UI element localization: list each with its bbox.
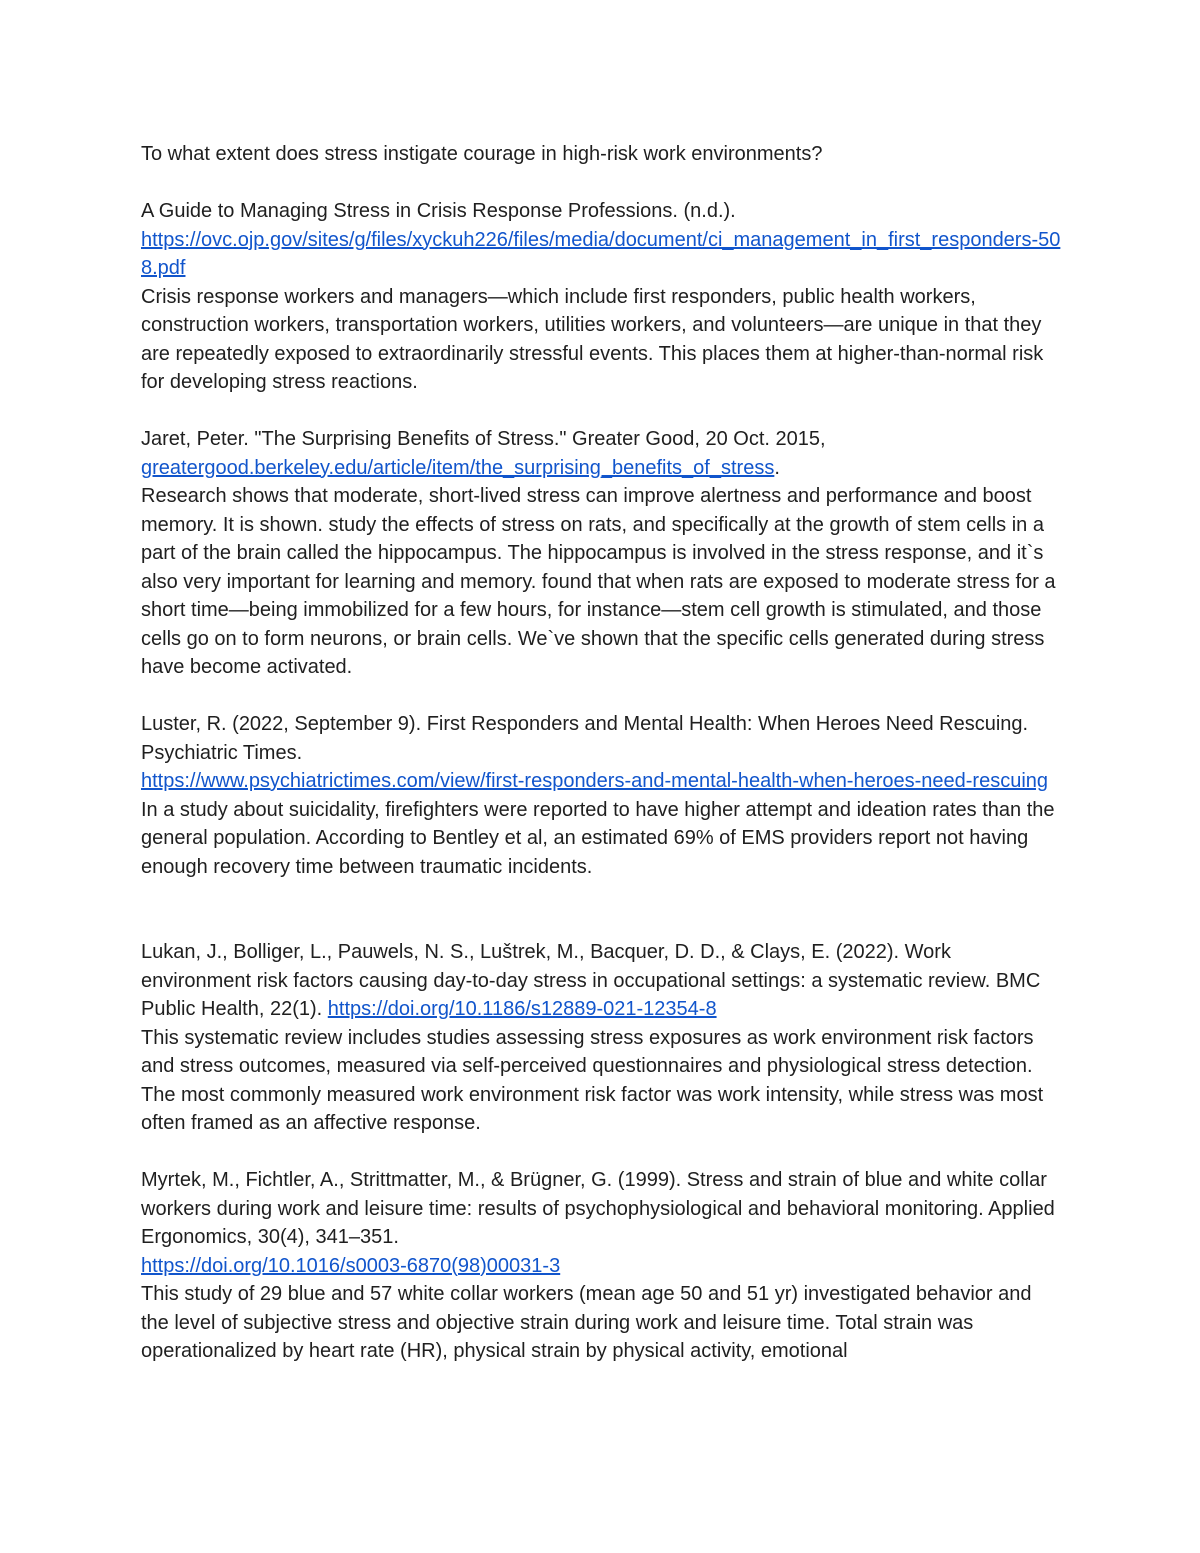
spacer — [141, 1138, 1061, 1167]
spacer — [141, 169, 1061, 198]
source-entry-4 — [141, 938, 1061, 1138]
citation-link-line — [141, 454, 1061, 483]
source-entry-1 — [141, 197, 1061, 397]
source-summary: Research shows that moderate, short-lived stress can improve alertness and performance and boost memory. It is shown. study the effects of stress on rats, and specifically at the growth of stem cells in a part of the brain called the hippocampus. The hippocampus is involved in the stress response, and it`s also very important for learning and memory. found that when rats are exposed to moderate stress for a short time—being immobilized for a few hours, for instance—stem cell growth is stimulated, and those cells go on to form neurons, or brain cells. We`ve shown that the specific cells generated during stress have become activated. — [141, 485, 1056, 678]
spacer — [141, 881, 1061, 938]
citation-text: Jaret, Peter. "The Surprising Benefits of Stress." Greater Good, 20 Oct. 2015, — [141, 428, 826, 450]
citation-text: Myrtek, M., Fichtler, A., Strittmatter, M., & Brügner, G. (1999). Stress and strain of blue and white collar workers during work and leisure time: results of psychophysiological and behavioral monitoring. Applied Ergonomics, 30(4), 341–351. — [141, 1169, 1055, 1248]
source-summary: This study of 29 blue and 57 white collar workers (mean age 50 and 51 yr) investigated behavior and the level of subjective stress and objective strain during work and leisure time. Total strain was operationalized by heart rate (HR), physical strain by physical activity, emotional — [141, 1283, 1032, 1362]
citation-text: A Guide to Managing Stress in Crisis Response Professions. (n.d.). — [141, 200, 736, 222]
source-link[interactable]: greatergood.berkeley.edu/article/item/the_surprising_benefits_of_stress — [141, 456, 775, 479]
citation-text: Lukan, J., Bolliger, L., Pauwels, N. S., Luštrek, M., Bacquer, D. D., & Clays, E. (2022). Work environment risk factors causing day-to-day stress in occupational settings: a systematic review. BMC Public Health, 22(1). — [141, 941, 1041, 1020]
document-page — [141, 140, 1061, 1366]
research-question: To what extent does stress instigate courage in high-risk work environments? — [141, 143, 823, 165]
source-link[interactable]: https://ovc.ojp.gov/sites/g/files/xyckuh226/files/media/document/ci_management_in_first_responders-508.pdf — [141, 228, 1061, 279]
citation-text: Luster, R. (2022, September 9). First Responders and Mental Health: When Heroes Need Rescuing. Psychiatric Times. — [141, 713, 1029, 764]
citation-line — [141, 938, 1061, 1024]
source-summary: In a study about suicidality, firefighters were reported to have higher attempt and ideation rates than the general population. According to Bentley et al, an estimated 69% of EMS providers report not having enough recovery time between traumatic incidents. — [141, 798, 1055, 878]
spacer — [141, 682, 1061, 711]
citation-link-line — [141, 1252, 1061, 1281]
source-entry-5 — [141, 1166, 1061, 1366]
link-suffix: . — [774, 456, 780, 479]
source-summary: This systematic review includes studies assessing stress exposures as work environment risk factors and stress outcomes, measured via self-perceived questionnaires and physiological stress detection. The most commonly measured work environment risk factor was work intensity, while stress was most often framed as an affective response. — [141, 1026, 1044, 1134]
citation-link-line — [141, 226, 1061, 283]
source-entry-2 — [141, 425, 1061, 682]
source-summary: Crisis response workers and managers—which include first responders, public health workers, construction workers, transportation workers, utilities workers, and volunteers—are unique in that they are repeatedly exposed to extraordinarily stressful events. This places them at higher-than-normal risk for developing stress reactions. — [141, 285, 1044, 393]
citation-link-line — [141, 767, 1061, 796]
source-link[interactable]: https://doi.org/10.1186/s12889-021-12354-8 — [327, 998, 717, 1020]
source-entry-3 — [141, 710, 1061, 881]
source-link[interactable]: https://doi.org/10.1016/s0003-6870(98)00031-3 — [141, 1254, 561, 1277]
source-link[interactable]: https://www.psychiatrictimes.com/view/first-responders-and-mental-health-when-heroes-need-rescuing — [141, 770, 1049, 792]
spacer — [141, 397, 1061, 426]
